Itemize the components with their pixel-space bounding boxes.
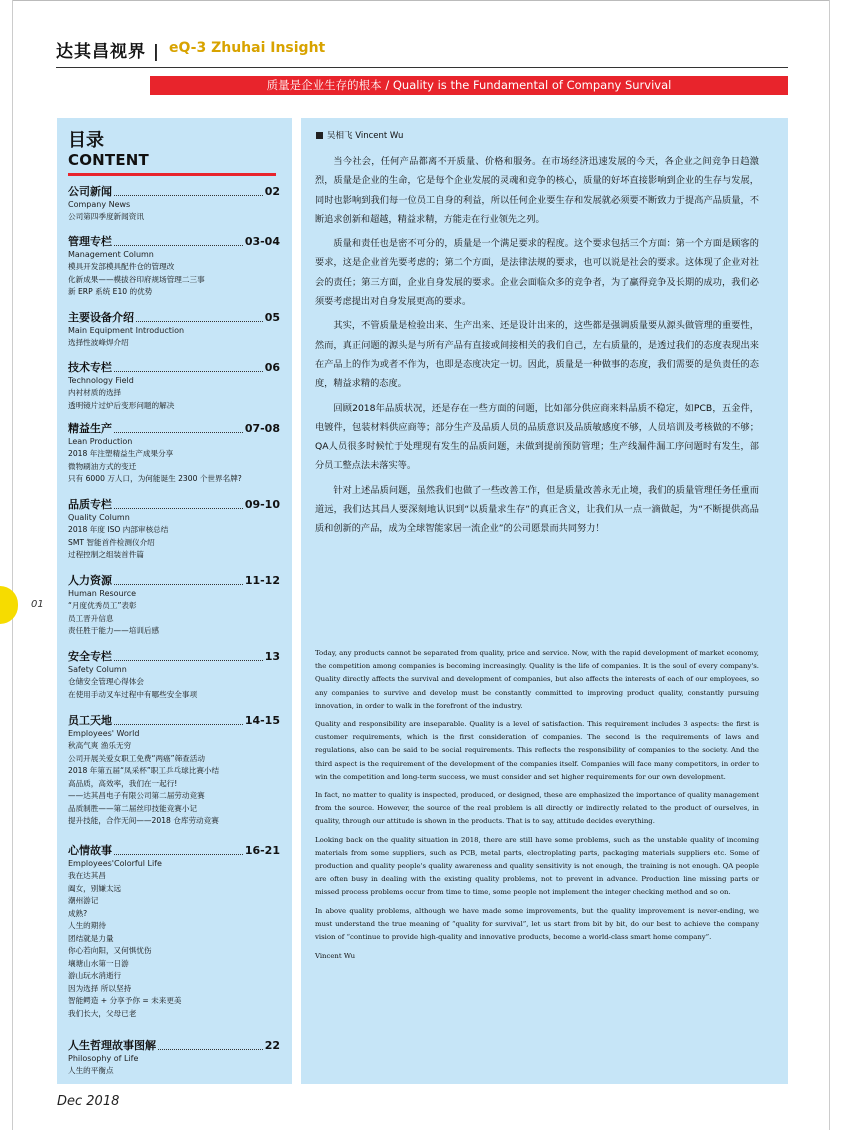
toc-section-en: Main Equipment Introduction bbox=[68, 326, 185, 335]
toc-section-pages: 14-15 bbox=[244, 714, 280, 727]
toc-section-pages: 11-12 bbox=[244, 574, 280, 587]
toc-item: 员工晋升信息 bbox=[68, 613, 114, 623]
toc-item: 选择性波峰焊介绍 bbox=[68, 338, 129, 347]
toc-section-lean[interactable] bbox=[68, 422, 280, 486]
toc-section-title: 品质专栏 bbox=[68, 498, 112, 511]
toc-item: 微物刷油方式的变迁 bbox=[68, 461, 137, 471]
toc-item: 你心若向阳，又何惧忧伤 bbox=[68, 946, 152, 955]
page-edge-tab bbox=[0, 586, 18, 624]
toc-section-company-news[interactable] bbox=[68, 185, 280, 224]
toc-section-en: Lean Production bbox=[68, 437, 133, 446]
toc-section-en: Quality Column bbox=[68, 513, 130, 522]
toc-item: 团结就是力量 bbox=[68, 933, 114, 943]
toc-item: 透明镜片过炉后变形问题的解决 bbox=[68, 400, 175, 410]
toc-section-hr[interactable] bbox=[68, 574, 280, 638]
article-paragraph-en: Quality and responsibility are inseparable. Quality is a level of satisfaction. This requirement includes 3 aspects: the first is customer requirements, which is the first consideration of companies. The second is the requirements of laws and regulations, also can be said to be social requirements. This reflects the responsibility of companies to the society. And the third aspect is the requirement of the development of the companies itself. Companies will face many competitors, in order to win the competition and long-term success, we must consider and set higher requirements for our own development. bbox=[315, 720, 759, 781]
toc-section-en: Employees' World bbox=[68, 729, 140, 738]
article-paragraph-en: In above quality problems, although we have made some improvements, but the quality improvement is never-ending, we must understand the true meaning of “quality for survival”, let us start from bit by bit, do our best to achieve the company vision of “continue to provide high-quality and innovative products, become a world-class smart home company”. bbox=[315, 906, 759, 942]
toc-section-mood-stories[interactable] bbox=[68, 844, 280, 1020]
toc-item: 阖女，别嫌太远 bbox=[68, 883, 122, 893]
toc-section-en: Human Resource bbox=[68, 589, 137, 598]
toc-item: 成熟? bbox=[68, 908, 88, 918]
toc-section-en: Employees'Colorful Life bbox=[68, 859, 162, 868]
article-paragraph-cn: 当今社会，任何产品都离不开质量、价格和服务。在市场经济迅速发展的今天，各企业之间竞争日趋激烈，质量是企业的生命，它是每个企业发展的灵魂和竞争的核心，质量的好坏直接影响到企业的生存与发展，同时也影响到我们每一位员工自身的利益，所以任何企业要生存和发展就必须要不断致力于提高产品质量，不断追求创新和超越，精益求精，方能走在行业领先之列。 bbox=[315, 156, 759, 225]
toc-section-title: 公司新闻 bbox=[68, 185, 112, 198]
toc-item: 2018 年注塑精益生产成果分享 bbox=[68, 449, 174, 458]
header-divider bbox=[56, 67, 788, 68]
page-frame-right bbox=[829, 0, 830, 1130]
toc-section-employees[interactable] bbox=[68, 714, 280, 828]
toc-section-title: 管理专栏 bbox=[68, 235, 112, 248]
article-body-chinese bbox=[315, 152, 759, 544]
toc-item: 我在达其昌 bbox=[68, 871, 106, 880]
toc-item: 模具开发部模具配件仓的管理改 bbox=[68, 262, 175, 271]
toc-section-equipment[interactable] bbox=[68, 311, 280, 350]
bullet-square-icon bbox=[316, 132, 323, 139]
article-paragraph-cn: 针对上述品质问题，虽然我们也做了一些改善工作，但是质量改善永无止境，我们的质量管理任务任重而道远，我们达其昌人要深刻地认识到“以质量求生存”的真正含义，让我们从一点一滴做起，为“不断提供高品质和创新的产品，成为全球智能家居一流企业”的公司愿景而共同努力！ bbox=[315, 484, 759, 535]
article-paragraph-cn: 质量和责任也是密不可分的，质量是一个满足要求的程度。这个要求包括三个方面：第一个方面是顾客的要求，这是企业首先要考虑的；第二个方面，是法律法规的要求，也可以说是社会的要求。这体现了企业对社会的责任；第三方面，企业自身发展的要求。企业会面临众多的竞争者，为了赢得竞争及长期的成功，我们必须要考虑提出对自身发展更高的要求。 bbox=[315, 238, 759, 308]
toc-section-en: Management Column bbox=[68, 250, 154, 259]
toc-section-title: 精益生产 bbox=[68, 422, 112, 435]
toc-item: 智能鳄造 + 分享予你 = 未来更美 bbox=[68, 996, 182, 1005]
toc-section-quality[interactable] bbox=[68, 498, 280, 562]
toc-section-title: 主要设备介绍 bbox=[68, 311, 134, 324]
toc-section-pages: 22 bbox=[264, 1039, 280, 1052]
page-frame-top bbox=[12, 0, 830, 1]
toc-section-management[interactable] bbox=[68, 235, 280, 299]
toc-item: 新 ERP 系统 E10 的优势 bbox=[68, 287, 153, 296]
toc-section-en: Philosophy of Life bbox=[68, 1054, 139, 1063]
toc-section-title: 员工天地 bbox=[68, 714, 112, 727]
toc-item: 公司第四季度新闻资讯 bbox=[68, 212, 144, 221]
toc-section-pages: 02 bbox=[264, 185, 280, 198]
article-signature: Vincent Wu bbox=[315, 952, 356, 961]
toc-item: 只有 6000 万人口，为何能诞生 2300 个世界名牌? bbox=[68, 474, 242, 483]
toc-section-en: Safety Column bbox=[68, 665, 127, 674]
toc-section-pages: 07-08 bbox=[244, 422, 280, 435]
toc-item: 我们长大，父母已老 bbox=[68, 1008, 137, 1018]
toc-item: 在使用手动叉车过程中有哪些安全事项 bbox=[68, 689, 198, 699]
toc-title: 目录 bbox=[68, 130, 104, 151]
theme-banner: 质量是企业生存的根本 / Quality is the Fundamental of Company Survival bbox=[150, 76, 788, 95]
toc-section-philosophy[interactable] bbox=[68, 1039, 280, 1078]
toc-section-title: 技术专栏 bbox=[68, 361, 112, 374]
toc-section-pages: 03-04 bbox=[244, 235, 280, 248]
toc-section-pages: 13 bbox=[264, 650, 280, 663]
toc-item: ——达其昌电子有限公司第二届劳动竞赛 bbox=[68, 791, 205, 800]
toc-item: 提升技能，合作无间——2018 仓库劳动竞赛 bbox=[68, 816, 219, 825]
article-paragraph-cn: 回顾2018年品质状况，还是存在一些方面的问题，比如部分供应商来料品质不稳定，如PCB，五金件，电镀件，包装材料供应商等；部分生产及品质人员的品质意识及品质敏感度不够，人员培训及考核做的不够；QA人员很多时候忙于处理现有发生的品质问题，未做到提前预防管理；生产线漏件漏工序问题时有发生，部分员工整点法未落实等。 bbox=[315, 402, 759, 472]
toc-section-en: Company News bbox=[68, 200, 131, 209]
toc-section-title: 心情故事 bbox=[68, 844, 112, 857]
toc-item: 过程控制之组装首件篇 bbox=[68, 550, 144, 559]
toc-item: 责任胜于能力——培训后感 bbox=[68, 626, 160, 635]
toc-section-pages: 06 bbox=[264, 361, 280, 374]
toc-section-technology[interactable] bbox=[68, 361, 280, 412]
article-paragraph-en: In fact, no matter to quality is inspected, produced, or designed, these are emphasized the importance of quality management from the source. However, the source of the real problem is all directly or indirectly related to the product of ourselves, in quality, through our attitude is shown in the products. That is to say, attitude decides everything. bbox=[315, 791, 759, 826]
article-paragraph-cn: 其实，不管质量是检验出来、生产出来、还是设计出来的，这些都是强调质量要从源头做管理的重要性，然而，真正问题的源头是与所有产品有直接或间接相关的我们自己，左右质量的，是透过我们的态度表现出来在产品上的作为或者不作为，也即是态度决定一切。因此，质量是一种做事的态度，我们需要的是负责任的态度，精益求精的态度。 bbox=[315, 320, 759, 390]
toc-item: 游山玩水消逝行 bbox=[68, 971, 122, 980]
toc-item: 因为选择 所以坚持 bbox=[68, 983, 132, 993]
magazine-title: 达其昌视界 | bbox=[56, 42, 161, 62]
toc-divider bbox=[68, 173, 276, 176]
toc-section-title: 安全专栏 bbox=[68, 650, 112, 663]
table-of-contents bbox=[57, 118, 292, 1084]
toc-item: “月度优秀员工”表彰 bbox=[68, 601, 137, 610]
toc-title-en: CONTENT bbox=[68, 151, 149, 169]
toc-item: 人生的期待 bbox=[68, 921, 106, 930]
article-author: 吴相飞 Vincent Wu bbox=[316, 129, 403, 141]
toc-item: 2018 年度 ISO 内部审核总结 bbox=[68, 525, 169, 534]
toc-section-pages: 09-10 bbox=[244, 498, 280, 511]
toc-section-pages: 16-21 bbox=[244, 844, 280, 857]
toc-item: 化新成果——模拔谷印府规场管理二三事 bbox=[68, 274, 205, 284]
magazine-subtitle: eQ-3 Zhuhai Insight bbox=[169, 40, 326, 56]
page-frame-left bbox=[12, 0, 13, 1130]
article-paragraph-en: Looking back on the quality situation in 2018, there are still have some problems, such as the unstable quality of incoming materials from some suppliers, such as PCB, metal parts, electroplating parts, packaging materials suppliers etc. Some of production and quality people's quality awareness and quality sensitivity is not enough, the training is not enough. QA people are often busy in dealing with the existing quality problems, not to prevent in advance. Production line missing parts or missed process problems occur from time to time, some people not implement the integer checking method and so on. bbox=[315, 835, 759, 897]
toc-section-safety[interactable] bbox=[68, 650, 280, 701]
editorial-article bbox=[301, 118, 788, 1084]
toc-section-title: 人力资源 bbox=[68, 574, 112, 587]
article-paragraph-en: Today, any products cannot be separated from quality, price and service. Now, with the rapid development of market economy, the competition among companies is becoming increasingly. Quality is the life of companies. It is the soul of every company's. Quality directly affects the survival and development of companies, but also affects the interests of each of our employees, so any companies to survive and develop must be constantly committed to improving product quality, constantly pursuing innovation, in order to walk in the forefront of the industry. bbox=[315, 649, 759, 710]
toc-item: 品质制胜——第二届丝印技能竞赛小记 bbox=[68, 803, 198, 813]
toc-item: 人生的平衡点 bbox=[68, 1066, 114, 1075]
toc-section-title: 人生哲理故事图解 bbox=[68, 1039, 156, 1052]
toc-item: 壤塘山水第一日游 bbox=[68, 958, 129, 968]
toc-item: 仓储安全管理心得体会 bbox=[68, 677, 144, 686]
toc-section-pages: 05 bbox=[264, 311, 280, 324]
toc-item: 公司开展关爱女职工免费“两癌”筛查活动 bbox=[68, 753, 205, 763]
toc-section-en: Technology Field bbox=[68, 376, 134, 385]
page-number: 01 bbox=[31, 599, 44, 610]
toc-item: 潮州游记 bbox=[68, 896, 99, 905]
toc-item: SMT 智能首件检测仪介绍 bbox=[68, 537, 155, 547]
toc-item: 2018 年第五届“凤采杯”职工乒乓球比赛小结 bbox=[68, 766, 220, 775]
issue-date: Dec 2018 bbox=[57, 1094, 120, 1109]
toc-item: 高品质，高效率，我们在一起行! bbox=[68, 778, 178, 788]
toc-item: 内衬材质的选择 bbox=[68, 388, 122, 397]
article-body-english bbox=[315, 647, 759, 962]
toc-item: 秋高气爽 渔乐无穷 bbox=[68, 741, 132, 750]
